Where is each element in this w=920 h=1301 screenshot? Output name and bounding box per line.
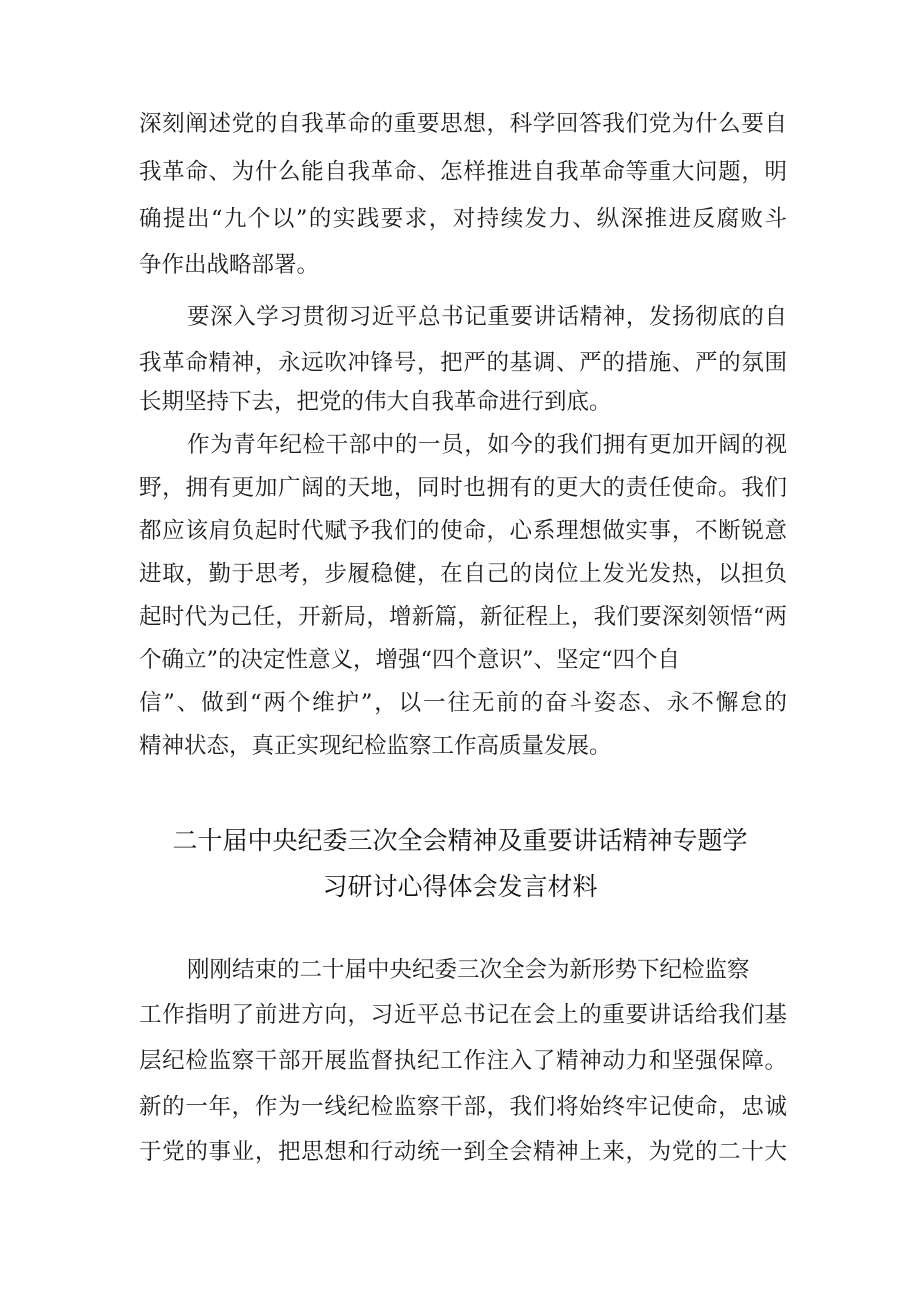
paragraph-line: 要深入学习贯彻习近平总书记重要讲话精神，发扬彻底的自: [187, 304, 787, 330]
paragraph-line: 精神状态，真正实现纪检监察工作高质量发展。: [139, 733, 612, 759]
paragraph-line: 野，拥有更加广阔的天地，同时也拥有的更大的责任使命。我们: [139, 475, 787, 501]
paragraph-line: 确提出“九个以”的实践要求，对持续发力、纵深推进反腐败斗: [139, 206, 787, 232]
paragraph-line: 我革命精神，永远吹冲锋号，把严的基调、严的措施、严的氛围: [139, 350, 787, 376]
section-title-line-2: 习研讨心得体会发言材料: [322, 872, 598, 901]
paragraph-line: 都应该肩负起时代赋予我们的使命，心系理想做实事，不断锐意: [139, 518, 787, 544]
paragraph-line: 我革命、为什么能自我革命、怎样推进自我革命等重大问题，明: [139, 159, 787, 185]
paragraph-line: 深刻阐述党的自我革命的重要思想，科学回答我们党为什么要自: [139, 111, 787, 137]
paragraph-line: 工作指明了前进方向，习近平总书记在会上的重要讲话给我们基: [139, 1002, 787, 1028]
paragraph-line: 进取，勤于思考，步履稳健，在自己的岗位上发光发热，以担负: [139, 561, 787, 587]
paragraph-line: 长期坚持下去，把党的伟大自我革命进行到底。: [139, 389, 612, 415]
section-title-line-1: 二十届中央纪委三次全会精神及重要讲话精神专题学: [172, 826, 748, 855]
paragraph-line: 起时代为己任，开新局，增新篇，新征程上，我们要深刻领悟“两: [139, 604, 787, 630]
paragraph-line: 信”、做到“两个维护”，以一往无前的奋斗姿态、永不懈怠的: [139, 690, 787, 716]
paragraph-line: 新的一年，作为一线纪检监察干部，我们将始终牢记使命，忠诚: [139, 1094, 787, 1120]
paragraph-line: 刚刚结束的二十届中央纪委三次全会为新形势下纪检监察: [187, 957, 750, 983]
paragraph-line: 于党的事业，把思想和行动统一到全会精神上来，为党的二十大: [139, 1139, 787, 1165]
paragraph-line: 作为青年纪检干部中的一员，如今的我们拥有更加开阔的视: [187, 432, 787, 458]
paragraph-line: 个确立”的决定性意义，增强“四个意识”、坚定“四个自: [139, 647, 681, 673]
paragraph-line: 层纪检监察干部开展监督执纪工作注入了精神动力和坚强保障。: [139, 1048, 787, 1074]
paragraph-line: 争作出战略部署。: [139, 252, 320, 278]
